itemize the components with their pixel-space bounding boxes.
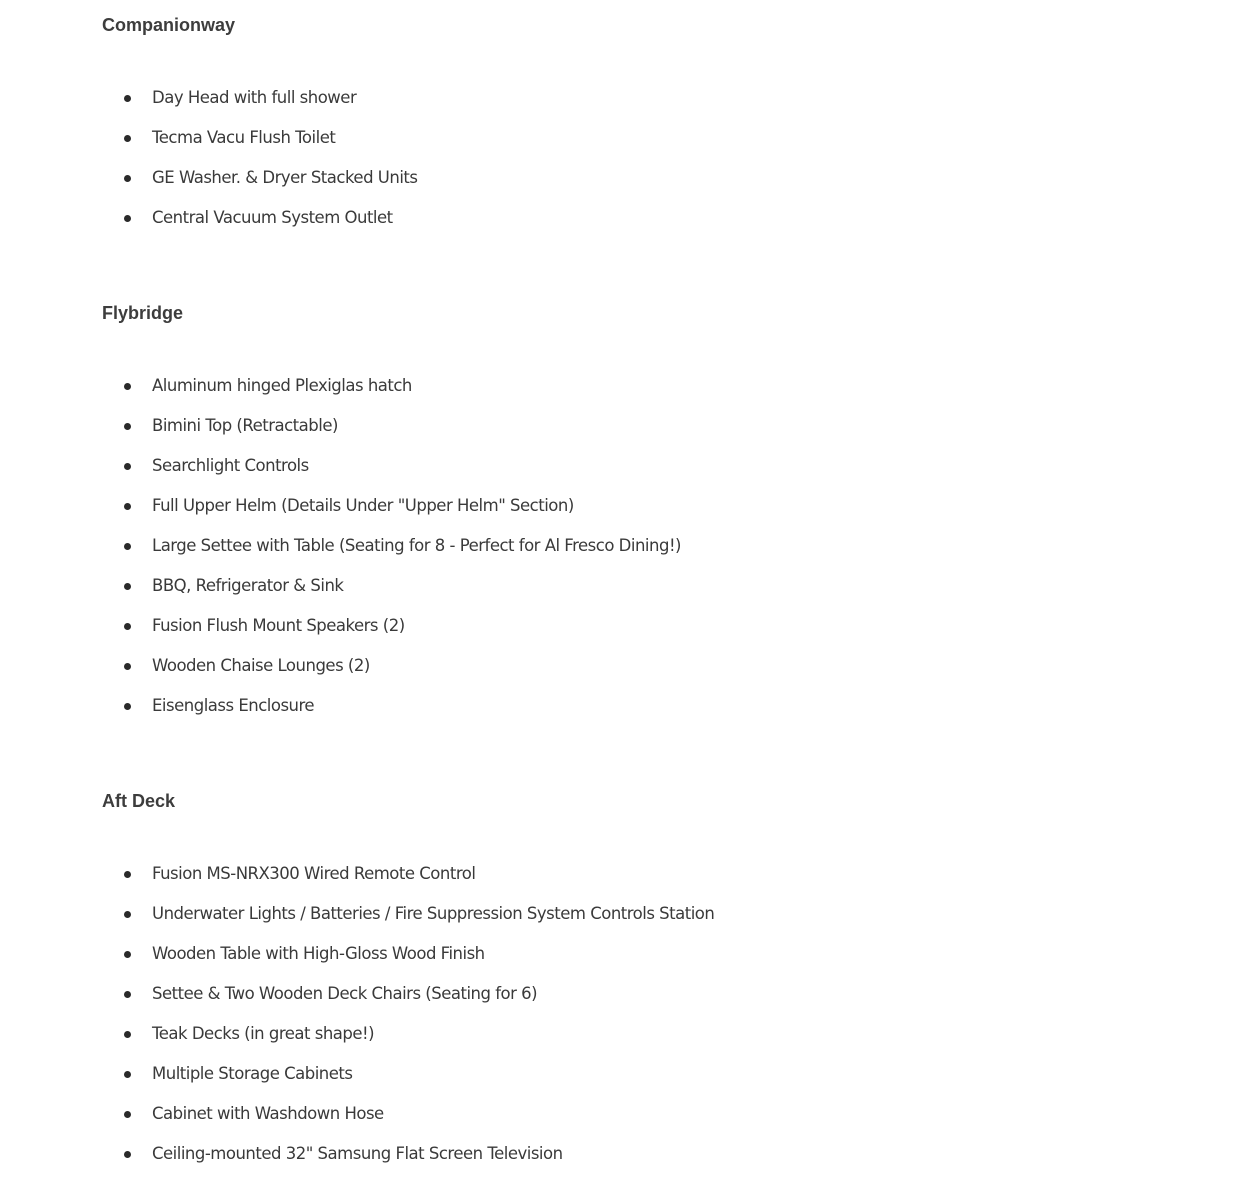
list-item-text: Wooden Table with High-Gloss Wood Finish: [152, 944, 485, 963]
bullet-icon: [124, 1031, 131, 1038]
list-item: [102, 366, 1102, 406]
list-item-text: GE Washer. & Dryer Stacked Units: [152, 168, 418, 187]
list-item-text: BBQ, Refrigerator & Sink: [152, 576, 344, 595]
list-item: [102, 78, 1102, 118]
list-item: [102, 646, 1102, 686]
list-item-text: Ceiling-mounted 32" Samsung Flat Screen Television: [152, 1144, 563, 1163]
bullet-icon: [124, 1071, 131, 1078]
list-item-text: Full Upper Helm (Details Under "Upper Helm" Section): [152, 496, 574, 515]
list-item: [102, 118, 1102, 158]
list-item-text: Aluminum hinged Plexiglas hatch: [152, 376, 412, 395]
list-item: [102, 1054, 1102, 1094]
list-item: [102, 1094, 1102, 1134]
list-item-text: Fusion MS-NRX300 Wired Remote Control: [152, 864, 476, 883]
feature-list: [102, 854, 1102, 1174]
bullet-icon: [124, 583, 131, 590]
bullet-icon: [124, 1111, 131, 1118]
section-title: Flybridge: [102, 303, 184, 323]
bullet-icon: [124, 703, 131, 710]
bullet-icon: [124, 503, 131, 510]
page-content: [102, 0, 1102, 1174]
bullet-icon: [124, 871, 131, 878]
bullet-icon: [124, 135, 131, 142]
list-item: [102, 566, 1102, 606]
list-item: [102, 854, 1102, 894]
list-item: [102, 158, 1102, 198]
list-item: [102, 606, 1102, 646]
bullet-icon: [124, 951, 131, 958]
list-item: [102, 406, 1102, 446]
list-item-text: Underwater Lights / Batteries / Fire Suppression System Controls Station: [152, 904, 715, 923]
feature-list: [102, 78, 1102, 238]
bullet-icon: [124, 1151, 131, 1158]
list-item-text: Cabinet with Washdown Hose: [152, 1104, 384, 1123]
section-aft-deck: [102, 726, 1102, 1174]
list-item: [102, 1134, 1102, 1174]
bullet-icon: [124, 175, 131, 182]
list-item-text: Tecma Vacu Flush Toilet: [152, 128, 336, 147]
list-item: [102, 934, 1102, 974]
list-item: [102, 974, 1102, 1014]
bullet-icon: [124, 423, 131, 430]
bullet-icon: [124, 991, 131, 998]
list-item-text: Wooden Chaise Lounges (2): [152, 656, 370, 675]
bullet-icon: [124, 911, 131, 918]
list-item-text: Multiple Storage Cabinets: [152, 1064, 353, 1083]
bullet-icon: [124, 215, 131, 222]
list-item-text: Central Vacuum System Outlet: [152, 208, 393, 227]
list-item: [102, 686, 1102, 726]
bullet-icon: [124, 543, 131, 550]
bullet-icon: [124, 623, 131, 630]
list-item-text: Searchlight Controls: [152, 456, 309, 475]
list-item-text: Bimini Top (Retractable): [152, 416, 338, 435]
bullet-icon: [124, 383, 131, 390]
feature-list: [102, 366, 1102, 726]
list-item: [102, 486, 1102, 526]
list-item-text: Settee & Two Wooden Deck Chairs (Seating for 6): [152, 984, 538, 1003]
bullet-icon: [124, 95, 131, 102]
section-title: Aft Deck: [102, 791, 176, 811]
list-item-text: Eisenglass Enclosure: [152, 696, 315, 715]
list-item-text: Fusion Flush Mount Speakers (2): [152, 616, 405, 635]
list-item: [102, 526, 1102, 566]
list-item: [102, 198, 1102, 238]
list-item: [102, 894, 1102, 934]
section-companionway: [102, 0, 1102, 238]
list-item-text: Day Head with full shower: [152, 88, 357, 107]
bullet-icon: [124, 663, 131, 670]
list-item: [102, 446, 1102, 486]
bullet-icon: [124, 463, 131, 470]
section-title: Companionway: [102, 15, 236, 35]
section-flybridge: [102, 238, 1102, 726]
list-item: [102, 1014, 1102, 1054]
list-item-text: Large Settee with Table (Seating for 8 - Perfect for Al Fresco Dining!): [152, 536, 681, 555]
list-item-text: Teak Decks (in great shape!): [152, 1024, 375, 1043]
